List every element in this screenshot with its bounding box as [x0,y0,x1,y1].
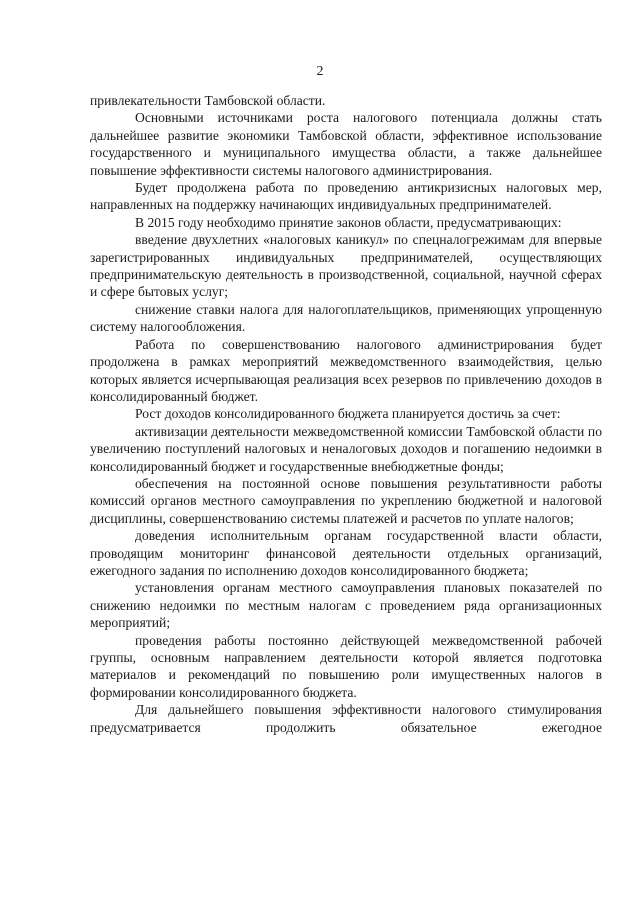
paragraph: активизации деятельности межведомственной комиссии Тамбовской области по увеличению поступлений налоговых и неналоговых доходов и погашению недоимки в консолидированный бюджет и государственные внебюджетные фонды; [90,423,602,474]
paragraph: Рост доходов консолидированного бюджета планируется достичь за счет: [135,406,561,422]
paragraph: Будет продолжена работа по проведению антикризисных налоговых мер, направленных на поддержку начинающих индивидуальных предпринимателей. [90,180,602,213]
document-body [90,92,602,736]
paragraph: обеспечения на постоянной основе повышения результативности работы комиссий органов местного самоуправления по укреплению бюджетной и налоговой дисциплины, совершенствованию системы платежей и расчетов по уплате налогов; [90,475,602,526]
paragraph: Работа по совершенствованию налогового администрирования будет продолжена в рамках мероприятий межведомственного взаимодействия, целью которых является исчерпывающая реализация всех резервов по привлечению доходов в консолидированный бюджет. [90,336,602,404]
page-number: 2 [316,64,324,79]
paragraph: Для дальнейшего повышения эффективности налогового стимулирования предусматривается продолжить обязательное ежегодное [90,702,602,735]
paragraph: Основными источниками роста налогового потенциала должны стать дальнейшее развитие экономики Тамбовской области, эффективное использование государственного и муниципального имущества области, а также дальнейшее повышение эффективности системы налогового администрирования. [90,110,602,178]
paragraph: доведения исполнительным органам государственной власти области, проводящим мониторинг финансовой деятельности отдельных организаций, ежегодного задания по исполнению доходов консолидированного бюджета; [90,528,602,578]
paragraph: проведения работы постоянно действующей межведомственной рабочей группы, основным направлением деятельности которой является подготовка материалов и рекомендаций по повышению роли имущественных налогов в формировании консолидированного бюджета. [90,632,602,700]
paragraph: введение двухлетних «налоговых каникул» по спецналогрежимам для впервые зарегистрированных индивидуальных предпринимателей, осуществляющих предпринимательскую деятельность в производственной, социальной, научной сферах и сфере бытовых услуг; [90,232,602,300]
paragraph: привлекательности Тамбовской области. [90,93,326,108]
paragraph: В 2015 году необходимо принятие законов области, предусматривающих: [135,214,562,230]
paragraph: снижение ставки налога для налогоплательщиков, применяющих упрощенную систему налогообложения. [90,301,602,335]
paragraph: установления органам местного самоуправления плановых показателей по снижению недоимки по местным налогам с проведением ряда организационных мероприятий; [90,580,602,631]
